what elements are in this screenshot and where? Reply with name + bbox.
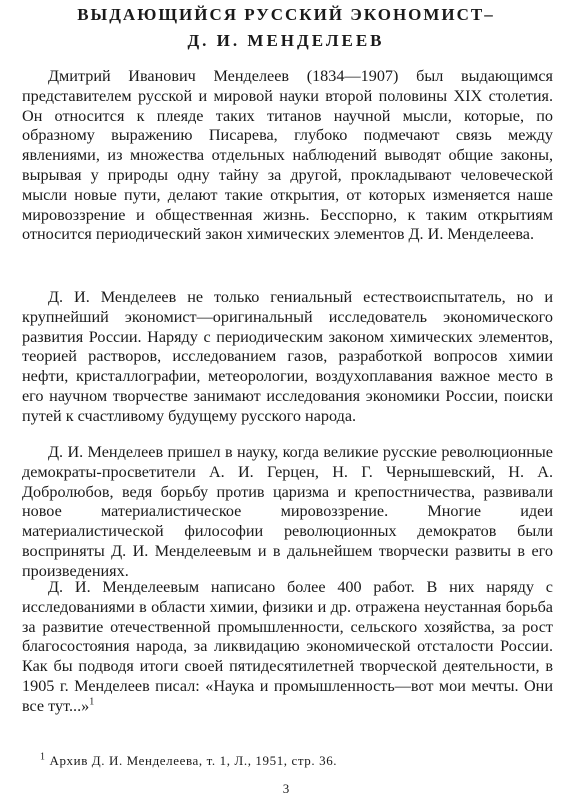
footnote-reference: 1 <box>89 696 95 708</box>
paragraph-4 <box>22 578 553 717</box>
paragraph-1: Дмитрий Иванович Менделеев (1834—1907) был выдающимся представителем русской и мировой науки второй половины XIX столетия. Он относится к плеяде таких титанов научной мысли, которые, по образному выражению Писарева, глубоко подмечают связь между явлениями, из множества отдельных наблюдений выводят общие законы, вырывая у природы одну тайну за другой, прокладывают человеческой мысли новые пути, делают такие открытия, от которых изменяется наше мировоззрение и общественная жизнь. Бесспорно, к таким открытиям относится периодический закон химических элементов Д. И. Менделеева. <box>22 67 553 244</box>
title-line-1: ВЫДАЮЩИЙСЯ РУССКИЙ ЭКОНОМИСТ– <box>77 5 495 24</box>
paragraph-2: Д. И. Менделеев не только гениальный естествоиспытатель, но и крупнейший экономист—оригинальный исследователь экономического развития России. Наряду с периодическим законом химических элементов, теорией растворов, исследованием газов, разработкой вопросов химии нефти, кристаллографии, метеорологии, воздухоплавания важное место в его научном творчестве занимают исследования экономики России, поиски путей к счастливому будущему русского народа. <box>22 288 553 425</box>
page-number: 3 <box>282 781 290 796</box>
footnote-text: Архив Д. И. Менделеева, т. 1, Л., 1951, стр. 36. <box>49 753 338 768</box>
footnote <box>40 753 540 769</box>
footnote-marker: 1 <box>40 751 46 763</box>
paragraph-3: Д. И. Менделеев пришел в науку, когда великие русские революционные демократы-просветители А. И. Герцен, Н. Г. Чернышевский, Н. А. Добролюбов, ведя борьбу против царизма и крепостничества, развивали новое материалистическое мировоззрение. Многие идеи материалистической философии революционных демократов были восприняты Д. И. Менделеевым и в дальнейшем творчески развиты в его произведениях. <box>22 443 553 580</box>
title-line-2: Д. И. МЕНДЕЛЕЕВ <box>187 31 385 50</box>
paragraph-4-text: Д. И. Менделеевым написано более 400 работ. В них наряду с исследованиями в области химии, физики и др. отражена неустанная борьба за развитие отечественной промышленности, сельского хозяйства, за рост благосостояния народа, за ликвидацию экономической отсталости России. Как бы подводя итоги своей пятидесятилетней творческой деятельности, в 1905 г. Менделеев писал: «Наука и промышленность—вот мои мечты. Они все тут...» <box>22 578 553 715</box>
